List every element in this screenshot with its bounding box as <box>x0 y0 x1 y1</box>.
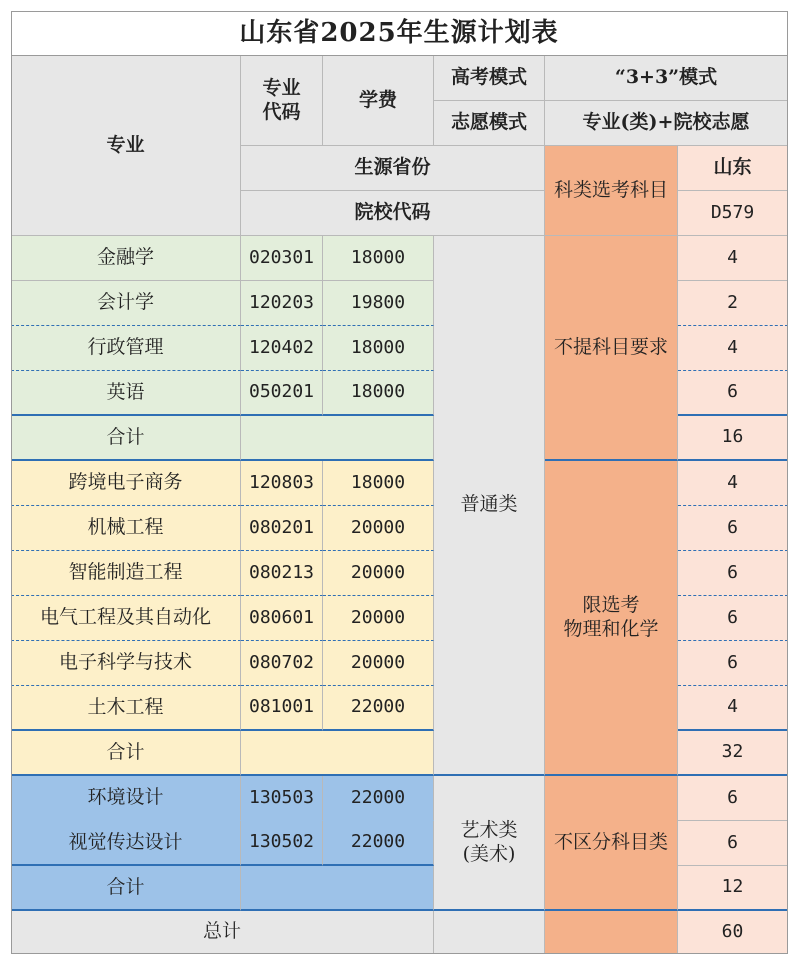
total-category-blank <box>434 911 545 954</box>
subtotal-blank <box>241 866 434 911</box>
subject-req-line2: 物理和化学 <box>563 617 659 640</box>
total-subject-blank <box>545 911 678 954</box>
table-row-count: 6 <box>678 551 788 596</box>
header-exam-mode-label: 高考模式 <box>434 56 545 101</box>
table-row-major: 环境设计 <box>11 776 241 821</box>
table-row-major: 电子科学与技术 <box>11 641 241 686</box>
table-row-code: 130502 <box>241 821 323 866</box>
table-row-count: 6 <box>678 821 788 866</box>
header-province-label: 生源省份 <box>241 146 545 191</box>
table-row-fee: 20000 <box>323 506 434 551</box>
table-row-code: 020301 <box>241 236 323 281</box>
table-row-code: 081001 <box>241 686 323 731</box>
table-row-count: 6 <box>678 596 788 641</box>
table-row-code: 080213 <box>241 551 323 596</box>
subtotal-label: 合计 <box>11 731 241 776</box>
header-code: 专业代码 <box>241 56 323 146</box>
table-row-fee: 18000 <box>323 461 434 506</box>
header-province-value: 山东 <box>678 146 788 191</box>
table-row-count: 2 <box>678 281 788 326</box>
table-row-fee: 22000 <box>323 776 434 821</box>
subject-req-cell: 不提科目要求 <box>545 236 678 461</box>
table-row-count: 4 <box>678 461 788 506</box>
subject-req-cell <box>545 461 678 776</box>
table-row-code: 130503 <box>241 776 323 821</box>
subtotal-label: 合计 <box>11 416 241 461</box>
subtotal-value: 12 <box>678 866 788 911</box>
table-row-major: 英语 <box>11 371 241 416</box>
table-row-fee: 20000 <box>323 641 434 686</box>
subtotal-blank <box>241 731 434 776</box>
table-row-major: 金融学 <box>11 236 241 281</box>
subtotal-label: 合计 <box>11 866 241 911</box>
total-value: 60 <box>678 911 788 954</box>
table-row-major: 会计学 <box>11 281 241 326</box>
table-row-fee: 22000 <box>323 686 434 731</box>
category-cell: 普通类 <box>434 236 545 776</box>
table-row-major: 视觉传达设计 <box>11 821 241 866</box>
table-row-fee: 19800 <box>323 281 434 326</box>
subject-req-cell: 不区分科目类 <box>545 776 678 911</box>
table-row-fee: 18000 <box>323 326 434 371</box>
table-row-code: 120402 <box>241 326 323 371</box>
subtotal-value: 32 <box>678 731 788 776</box>
category-line1: 艺术类 <box>460 818 518 841</box>
subject-req-line1: 限选考 <box>582 593 640 616</box>
table-row-code: 120203 <box>241 281 323 326</box>
subtotal-blank <box>241 416 434 461</box>
plan-table <box>11 11 788 954</box>
table-row-fee: 18000 <box>323 236 434 281</box>
category-line2: (美术) <box>462 842 516 865</box>
table-title: 山东省2025年生源计划表 <box>11 11 788 56</box>
table-row-fee: 22000 <box>323 821 434 866</box>
table-row-major: 行政管理 <box>11 326 241 371</box>
table-row-code: 080702 <box>241 641 323 686</box>
table-row-code: 080201 <box>241 506 323 551</box>
header-school-code-value: D579 <box>678 191 788 236</box>
table-row-major: 机械工程 <box>11 506 241 551</box>
table-row-code: 050201 <box>241 371 323 416</box>
table-row-fee: 20000 <box>323 596 434 641</box>
category-cell <box>434 776 545 911</box>
table-row-fee: 20000 <box>323 551 434 596</box>
header-subject-req-label: 科类选考科目 <box>545 146 678 236</box>
table-row-major: 跨境电子商务 <box>11 461 241 506</box>
table-row-count: 6 <box>678 776 788 821</box>
table-row-count: 4 <box>678 686 788 731</box>
header-school-code-label: 院校代码 <box>241 191 545 236</box>
table-row-fee: 18000 <box>323 371 434 416</box>
table-row-count: 6 <box>678 371 788 416</box>
header-major: 专业 <box>11 56 241 236</box>
header-fee: 学费 <box>323 56 434 146</box>
table-row-count: 6 <box>678 641 788 686</box>
table-row-major: 电气工程及其自动化 <box>11 596 241 641</box>
table-row-major: 土木工程 <box>11 686 241 731</box>
table-row-code: 080601 <box>241 596 323 641</box>
table-row-count: 6 <box>678 506 788 551</box>
header-wish-mode-value: 专业(类)+院校志愿 <box>545 101 788 146</box>
total-label: 总计 <box>11 911 434 954</box>
table-row-code: 120803 <box>241 461 323 506</box>
table-row-major: 智能制造工程 <box>11 551 241 596</box>
subtotal-value: 16 <box>678 416 788 461</box>
header-wish-mode-label: 志愿模式 <box>434 101 545 146</box>
table-row-count: 4 <box>678 326 788 371</box>
header-exam-mode-value: “3+3”模式 <box>545 56 788 101</box>
table-row-count: 4 <box>678 236 788 281</box>
